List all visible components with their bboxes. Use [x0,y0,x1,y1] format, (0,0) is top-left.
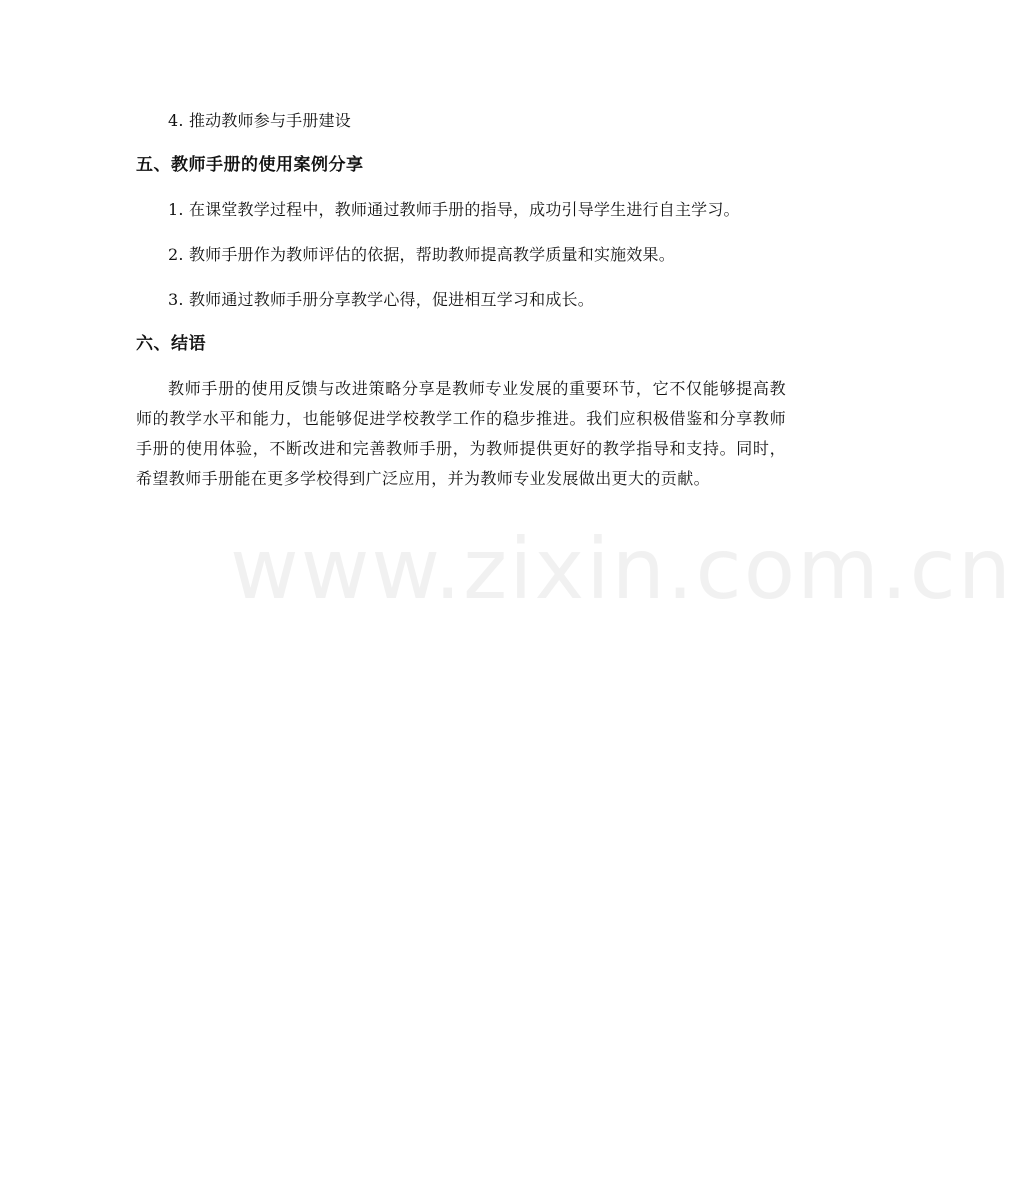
list-item: 1. 在课堂教学过程中，教师通过教师手册的指导，成功引导学生进行自主学习。 [168,200,740,219]
watermark-text: www.zixin.com.cn [230,520,1013,618]
list-item: 2. 教师手册作为教师评估的依据，帮助教师提高教学质量和实施效果。 [168,245,675,264]
list-item: 4. 推动教师参与手册建设 [168,111,351,130]
document-content [136,106,786,494]
list-item: 3. 教师通过教师手册分享教学心得，促进相互学习和成长。 [168,290,594,309]
conclusion-paragraph: 教师手册的使用反馈与改进策略分享是教师专业发展的重要环节，它不仅能够提高教师的教学水平和能力，也能够促进学校教学工作的稳步推进。我们应积极借鉴和分享教师手册的使用体验，不断改进和完善教师手册，为教师提供更好的教学指导和支持。同时，希望教师手册能在更多学校得到广泛应用，并为教师专业发展做出更大的贡献。 [136,379,786,488]
section-heading-5: 五、教师手册的使用案例分享 [136,155,364,175]
section-heading-6: 六、结语 [136,334,206,354]
